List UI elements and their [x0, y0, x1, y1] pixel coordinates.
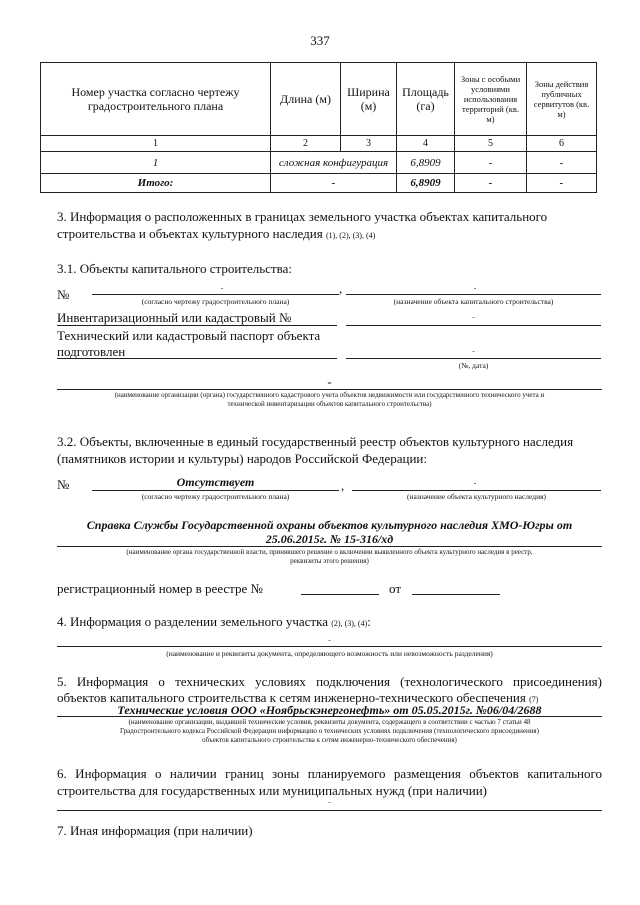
- table-row: [41, 152, 597, 174]
- heritage-decision-document: [57, 518, 602, 546]
- object-purpose-line: [346, 294, 601, 295]
- total-area: 6,8909: [397, 174, 455, 193]
- section-3-1-title: 3.1. Объекты капитального строительства:: [57, 261, 292, 276]
- heritage-decision-line2: 25.06.2015г. № 15-316/хд: [265, 532, 394, 546]
- heritage-purpose-value: -: [473, 478, 477, 487]
- heritage-decision-caption-line2: реквизиты этого решения): [290, 557, 369, 565]
- section-5-title-text: объектов капитального строительства к сетям инженерно-технического обеспечения: [57, 690, 526, 705]
- header-servitude-zones: Зоны действия публичных сервитутов (кв. м): [527, 63, 597, 136]
- col-number: 2: [271, 136, 341, 152]
- total-special-zones: -: [455, 174, 527, 193]
- section-5-caption-line1: (наименование организации, выдавшей технические условия, реквизиты документа, содержащего в соответствии с частью 7 статьи 48: [128, 718, 531, 726]
- section-4-caption: (наименование и реквизиты документа, определяющего возможность или невозможность разделения): [166, 649, 493, 658]
- registry-date-label: от: [389, 581, 402, 596]
- inventory-label: Инвентаризационный или кадастровый №: [57, 310, 292, 325]
- section-4-value: -: [328, 635, 331, 644]
- section-5-caption-line2: Градостроительного кодекса Российской Федерации информацию о технических условиях подключения (технологического присоединения): [120, 727, 539, 735]
- heritage-number-value: Отсутствует: [176, 475, 255, 489]
- comma: ,: [339, 281, 343, 296]
- section-5-title-line1: 5. Информация о технических условиях подключения (технологического присоединения): [57, 674, 602, 689]
- total-servitude-zones: -: [527, 174, 597, 193]
- organization-caption-line2: технической инвентаризации объектов капитального строительства): [227, 400, 432, 408]
- table-total-row: [41, 174, 597, 193]
- registry-date-line: [412, 594, 500, 595]
- header-length: Длина (м): [271, 63, 341, 136]
- cell-area: 6,8909: [397, 152, 455, 174]
- page-number: 337: [310, 33, 330, 48]
- section-7-title: 7. Иная информация (при наличии): [57, 823, 253, 838]
- section-5-caption: [57, 718, 602, 745]
- header-special-zones: Зоны с особыми условиями использования территорий (кв. м): [455, 63, 527, 136]
- section-6-title-line2: строительства для государственных или муниципальных нужд (при наличии): [57, 783, 487, 798]
- section-6-line: [57, 810, 602, 811]
- total-label: Итого:: [41, 174, 271, 193]
- section-4-title: [57, 613, 371, 632]
- header-area: Площадь (га): [397, 63, 455, 136]
- organization-caption-line1: (наименование организации (органа) государственного кадастрового учета объектов недвижимости или государственного технического учета и: [114, 391, 545, 399]
- passport-value-line: [346, 358, 601, 359]
- object-purpose-value: -: [473, 283, 477, 292]
- section-5-caption-line3: объектов капитального строительства к сетям инженерно-технического обеспечения): [202, 736, 457, 744]
- section-5-ref: (7): [529, 695, 539, 704]
- organization-line: [57, 389, 602, 390]
- section-3-title: [57, 208, 602, 244]
- object-purpose-caption: (назначение объекта капитального строительства): [393, 297, 554, 306]
- section-4-line: [57, 646, 602, 647]
- inventory-label-line: [57, 325, 337, 326]
- section-3-title-line1: 3. Информация о расположенных в границах земельного участка объектах капитального: [57, 209, 548, 224]
- section-5-value: Технические условия ООО «Ноябрьскэнергонефть» от 05.05.2015г. №06/04/2688: [117, 703, 542, 717]
- object-number-value: -: [220, 283, 224, 292]
- passport-label-line1: Технический или кадастровый паспорт объекта: [57, 328, 321, 343]
- heritage-purpose-caption: (назначение объекта культурного наследия): [406, 492, 547, 501]
- organization-caption: [57, 391, 602, 409]
- inventory-value: -: [472, 312, 475, 321]
- col-number: 4: [397, 136, 455, 152]
- heritage-decision-line1: Справка Службы Государственной охраны объектов культурного наследия ХМО-Югры от: [86, 518, 573, 532]
- cell-dimensions: сложная конфигурация: [271, 152, 397, 174]
- table-column-numbers-row: [41, 136, 597, 152]
- heritage-decision-caption: [57, 548, 602, 566]
- land-plot-table: [40, 62, 597, 193]
- num-sign: №: [57, 477, 70, 492]
- section-3-refs: (1), (2), (3), (4): [325, 231, 376, 240]
- section-3-title-text: строительства и объектах культурного наследия: [57, 226, 323, 241]
- header-plot-number: Номер участка согласно чертежу градостроительного плана: [41, 63, 271, 136]
- passport-label-line2: подготовлен: [57, 344, 126, 359]
- comma: ,: [341, 478, 345, 493]
- col-number: 6: [527, 136, 597, 152]
- section-3-2-title-line1: 3.2. Объекты, включенные в единый государственный реестр объектов культурного наследия: [57, 434, 574, 449]
- organization-value: -: [327, 374, 332, 389]
- col-number: 5: [455, 136, 527, 152]
- section-4-title-text: 4. Информация о разделении земельного участка: [57, 614, 328, 629]
- passport-caption: (№, дата): [458, 361, 489, 370]
- heritage-purpose-line: [352, 490, 601, 491]
- cell-servitude-zones: -: [527, 152, 597, 174]
- col-number: 1: [41, 136, 271, 152]
- total-dimensions: -: [271, 174, 397, 193]
- section-6-value: -: [328, 797, 331, 806]
- col-number: 3: [341, 136, 397, 152]
- header-width: Ширина (м): [341, 63, 397, 136]
- section-4-refs: (2), (3), (4): [331, 619, 368, 628]
- table-header-row: [41, 63, 597, 136]
- section-3-title-line2: [57, 225, 602, 244]
- section-4-colon: :: [367, 614, 371, 629]
- cell-special-zones: -: [455, 152, 527, 174]
- section-5-line: [57, 716, 602, 717]
- cell-plot-number: 1: [41, 152, 271, 174]
- heritage-number-line: [92, 490, 339, 491]
- section-6-title-line1: 6. Информация о наличии границ зоны планируемого размещения объектов капитального: [57, 766, 602, 781]
- num-sign: №: [57, 287, 70, 302]
- object-number-line: [92, 294, 339, 295]
- heritage-number-caption: (согласно чертежу градостроительного плана): [141, 492, 290, 501]
- passport-label-underline: [57, 358, 337, 359]
- passport-value: -: [472, 346, 475, 355]
- section-3-2-title: [57, 433, 602, 467]
- registry-number-line: [301, 594, 379, 595]
- heritage-decision-caption-line1: (наименование органа государственной власти, принявшего решение о включении выявленного объекта культурного наследия в реестр,: [126, 548, 533, 556]
- inventory-value-line: [346, 325, 601, 326]
- registry-number-label: регистрационный номер в реестре №: [57, 581, 263, 596]
- section-3-2-title-line2: (памятников истории и культуры) народов Российской Федерации:: [57, 451, 427, 466]
- object-number-caption: (согласно чертежу градостроительного плана): [141, 297, 290, 306]
- heritage-decision-line: [57, 546, 602, 547]
